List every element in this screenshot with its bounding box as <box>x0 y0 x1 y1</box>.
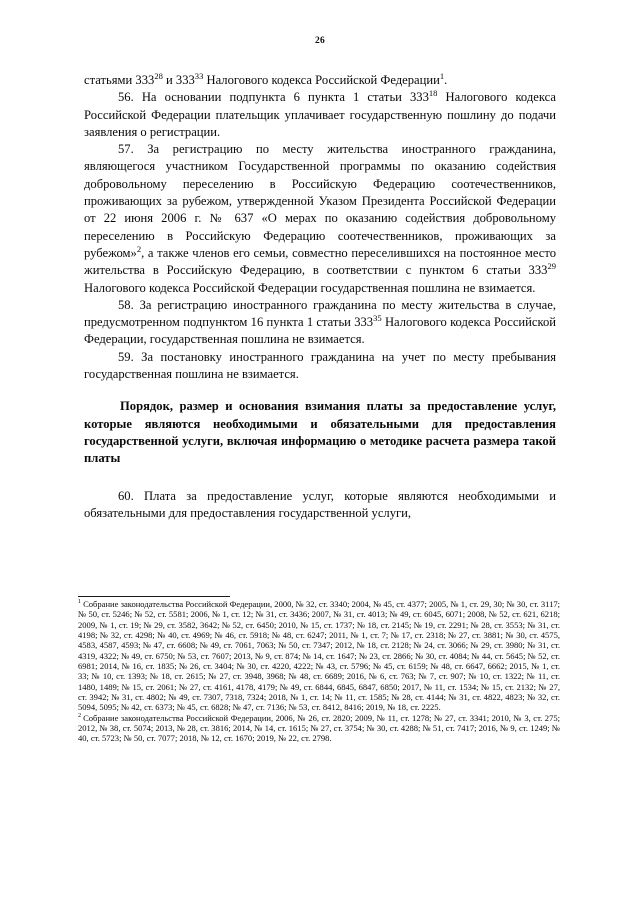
article-superscript-28: 28 <box>154 70 163 81</box>
paragraph-58-part1: 58. За регистрацию иностранного гражданина по месту жительства в случае, предусмотренном подпунктом 16 пункта 1 статьи 333 <box>84 297 556 330</box>
footnote-ref-2: 2 <box>136 243 142 254</box>
footnote-item <box>78 599 560 713</box>
footnote-ref-1: 1 <box>439 70 445 81</box>
continuation-mid: и 333 <box>162 73 195 87</box>
paragraph-57-part3: Налогового кодекса Российской Федерации государственная пошлина не взимается. <box>84 280 536 295</box>
paragraph-56-part1: 56. На основании подпункта 6 пункта 1 статьи 333 <box>118 90 429 105</box>
paragraph-58 <box>84 297 556 349</box>
footnote-separator-rule <box>78 596 230 597</box>
continuation-prefix: статьями 333 <box>84 73 155 87</box>
paragraph-57-part1: 57. За регистрацию по месту жительства иностранного гражданина, являющегося участником Государственной программы по оказанию содействия добровольному переселению в Российскую Федерацию соотечественников, проживающих за рубежом, утвержденной Указом Президента Российской Федерации от 22 июня 2006 г. № 637 «О мерах по оказанию содействия добровольному переселению в Российскую Федерацию соотечественников, проживающих за рубежом» <box>84 142 556 260</box>
footnote-section <box>78 596 560 744</box>
paragraph-57 <box>84 141 556 297</box>
paragraph-56-part2: Налогового кодекса Российской Федерации плательщик уплачивает государственную пошлину до подачи заявления о регистрации. <box>84 90 556 139</box>
page-number: 26 <box>315 36 325 46</box>
footnote-text-2: Собрание законодательства Российской Федерации, 2006, № 26, ст. 2820; 2009, № 11, ст. 1278; № 27, ст. 3341; 2010, № 3, ст. 275; 2012, № 38, ст. 5074; 2013, № 28, ст. 3816; 2014, № 14, ст. 1615; № 27, ст. 3754; № 30, ст. 4288; № 51, ст. 7417; 2016, № 9, ст. 1249; № 40, ст. 5723; № 50, ст. 7077; 2018, № 12, ст. 1670; 2019, № 22, ст. 2798. <box>78 712 560 744</box>
continuation-suffix: Налогового кодекса Российской Федерации <box>203 73 440 87</box>
paragraph-57-part2: , а также членов его семьи, совместно переселившихся на постоянное место жительства в Российскую Федерацию, в соответствии с пунктом 6 статьи 333 <box>84 245 556 278</box>
footnote-text-1: Собрание законодательства Российской Федерации, 2000, № 32, ст. 3340; 2004, № 45, ст. 4377; 2005, № 1, ст. 29, 30; № 30, ст. 3117; № 50, ст. 5246; № 52, ст. 5581; 2006, № 1, ст. 12; № 31, ст. 3436; 2007, № 31, ст. 4013; № 49, ст. 6045, 6071; 2008, № 52, ст. 621, 6218; 2009, № 1, ст. 19; № 29, ст. 3582, 3642; № 52, ст. 6450; 2010, № 15, ст. 1737; № 18, ст. 2145; № 19, ст. 2291; № 28, ст. 3553; № 31, ст. 4198; № 32, ст. 4298; № 40, ст. 4969; № 46, ст. 5918; № 48, ст. 6247; 2011, № 1, ст. 7; № 17, ст. 2318; № 27, ст. 3881; № 30, ст. 4575, 4583, 4587, 4593; № 47, ст. 6608; № 49, ст. 7061, 7063; № 50, ст. 7347; 2012, № 18, ст. 2128; № 24, ст. 3066; № 29, ст. 3980; № 31, ст. 4319, 4322; № 49, ст. 6750; № 53, ст. 7607; 2013, № 9, ст. 874; № 14, ст. 1647; № 23, ст. 2866; № 30, ст. 4084; № 44, ст. 5645; № 52, ст. 6981; 2014, № 16, ст. 1835; № 26, ст. 3404; № 30, ст. 4220, 4222; № 43, ст. 5796; № 45, ст. 6159; № 48, ст. 6647, 6662; 2015, № 1, ст. 33; № 10, ст. 1393; № 18, ст. 2615; № 27, ст. 3948, 3968; № 48, ст. 6689; 2016, № 6, ст. 763; № 7, ст. 907; № 10, ст. 1322; № 11, ст. 1480, 1489; № 15, ст. 2061; № 27, ст. 4161, 4178, 4179; № 49, ст. 6844, 6845, 6847, 6850; 2017, № 11, ст. 1534; № 15, ст. 2132; № 27, ст. 3942; № 31, ст. 4802; № 49, ст. 7307, 7318, 7324; 2018, № 1, ст. 14; № 11, ст. 1585; № 28, ст. 4144; № 31, ст. 4822, 4823; № 32, ст. 5094, 5095; № 42, ст. 6373; № 45, ст. 6828; № 47, ст. 7136; № 53, ст. 8412, 8416; 2019, № 18, ст. 2225. <box>78 599 560 713</box>
paragraph-58-part2: Налогового кодекса Российской Федерации, государственная пошлина не взимается. <box>84 315 556 347</box>
footnote-marker-2: 2 <box>78 712 82 719</box>
spacer-before-heading <box>84 383 556 398</box>
article-superscript-18: 18 <box>428 88 438 99</box>
document-body <box>84 72 556 522</box>
footnote-marker-1: 1 <box>78 599 82 606</box>
continuation-line <box>84 72 556 89</box>
spacer-after-heading <box>84 468 556 488</box>
paragraph-59: 59. За постановку иностранного гражданина на учет по месту пребывания государственная пошлина не взимается. <box>84 349 556 382</box>
article-superscript-35: 35 <box>373 312 382 323</box>
section-heading: Порядок, размер и основания взимания платы за предоставление услуг, которые являются необходимыми и обязательными для предоставления государственной услуги, включая информацию о методике расчета размера такой платы <box>84 399 556 466</box>
continuation-end: . <box>444 73 448 87</box>
footnote-item <box>78 713 560 744</box>
paragraph-56 <box>84 89 556 141</box>
paragraph-60: 60. Плата за предоставление услуг, которые являются необходимыми и обязательными для предоставления государственной услуги, <box>84 488 556 520</box>
article-superscript-29: 29 <box>547 261 556 272</box>
article-superscript-33: 33 <box>194 70 204 81</box>
